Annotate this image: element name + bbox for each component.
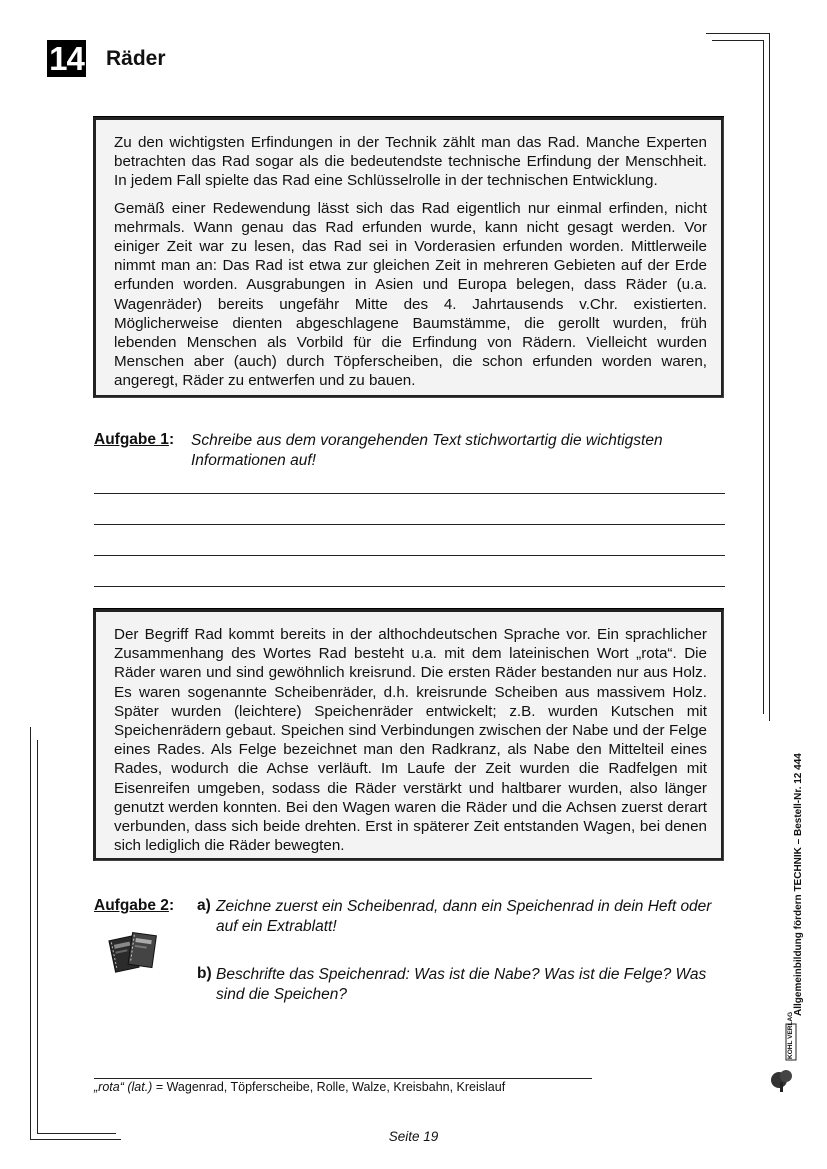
frame-right-line [769, 33, 770, 721]
frame-left-line [30, 727, 31, 1139]
footnote-rule [94, 1078, 592, 1079]
definition-paragraph: Der Begriff Rad kommt bereits in der althochdeutschen Sprache vor. Ein sprachlicher Zusammenhang des Wortes Rad besteht u.a. mit dem lateinischen Wort „rota“. Die Räder waren und sind gewöhnlich kreisrund. Die ersten Räder bestanden nur aus Holz. Es waren sogenannte Scheibenräder, d.h. kreisrunde Scheiben aus massivem Holz. Später wurden (leichtere) Speichenräder entwickelt; z.B. wurden Kutschen mit Speichenrädern gebaut. Speichen sind Verbindungen zwischen der Nabe und der Felge eines Rades. Als Felge bezeichnet man den Radkranz, als Nabe den Mittelteil eines Rades, wodurch die Achse verläuft. Im Laufe der Zeit wurden die Radfelgen mit Eisenreifen umgeben, sodass die Räder verstärkt und haltbarer wurden, also länger genutzt werden konnten. Bei den Wagen waren die Räder und die Achsen zuerst derart verbunden, dass sich beide drehten. Erst in späterer Zeit entstanden Wagen, bei denen sich lediglich die Räder bewegten. [114, 626, 707, 855]
chapter-number-badge: 14 [47, 40, 86, 77]
text-box-intro [93, 117, 724, 398]
notebook-icon [108, 930, 158, 974]
task2-a-text: Zeichne zuerst ein Scheibenrad, dann ein Speichenrad in dein Heft oder auf ein Extrablatt! [216, 898, 712, 935]
frame-left-line-inner [37, 740, 38, 1133]
task1-colon: : [168, 431, 175, 448]
task2-colon: : [168, 897, 175, 914]
answer-line-3[interactable] [94, 555, 725, 556]
footnote-term: „rota“ (lat.) [94, 1080, 153, 1094]
footnote [94, 1080, 505, 1094]
text-box-definition [93, 609, 724, 861]
task1-text: Schreibe aus dem vorangehenden Text stichwortartig die wichtigsten Informationen auf! [191, 432, 663, 469]
side-series-label: Allgemeinbildung fördern TECHNIK – Bestell-Nr. 12 444 [793, 753, 804, 1016]
frame-top-line [706, 33, 770, 34]
page-number: Seite 19 [388, 1129, 439, 1144]
task2-a-marker: a) [197, 897, 211, 914]
frame-top-line-inner [712, 40, 764, 41]
page-title: Räder [106, 47, 166, 70]
intro-paragraph-1: Zu den wichtigsten Erfindungen in der Technik zählt man das Rad. Manche Experten betrachten das Rad sogar als die bedeutendste technische Erfindung der Menschheit. In jedem Fall spielte das Rad eine Schlüsselrolle in der technischen Entwicklung. [114, 134, 707, 190]
intro-paragraph-2: Gemäß einer Redewendung lässt sich das Rad eigentlich nur einmal erfinden, nicht mehrmals. Wann genau das Rad erfunden wurde, kann nicht gesagt werden. Vor einiger Zeit war zu lesen, das Rad sei in Vorderasien erfunden worden. Mittlerweile nimmt man an: Das Rad ist etwa zur gleichen Zeit in mehreren Gebieten auf der Erde erfunden worden. Ausgrabungen in Asien und Europa belegen, dass Räder (u.a. Wagenräder) bereits ungefähr Mitte des 4. Jahrtausends v.Chr. existierten. Möglicherweise dienten abgeschlagene Baumstämme, die gerollt wurden, früh lebenden Menschen als Vorbild für die Erfindung von Rädern. Vielleicht wurden Menschen aber (auch) durch Töpferscheiben, die schon erfunden worden waren, angeregt, Räder zu entwerfen und zu bauen. [114, 199, 707, 390]
answer-line-1[interactable] [94, 493, 725, 494]
answer-line-2[interactable] [94, 524, 725, 525]
publisher-name: KOHL VERLAG [787, 1011, 794, 1059]
answer-line-4[interactable] [94, 586, 725, 587]
frame-right-line-inner [763, 40, 764, 714]
task1 [94, 431, 734, 469]
footnote-definition: = Wagenrad, Töpferscheibe, Rolle, Walze, Kreisbahn, Kreislauf [152, 1080, 506, 1094]
task2-b-text: Beschrifte das Speichenrad: Was ist die Nabe? Was ist die Felge? Was sind die Speichen? [216, 966, 707, 1003]
task2-label: Aufgabe 2 [94, 897, 169, 914]
task1-label: Aufgabe 1 [94, 431, 169, 448]
publisher-logo [768, 1011, 798, 1094]
task2-b-marker: b) [197, 965, 212, 982]
